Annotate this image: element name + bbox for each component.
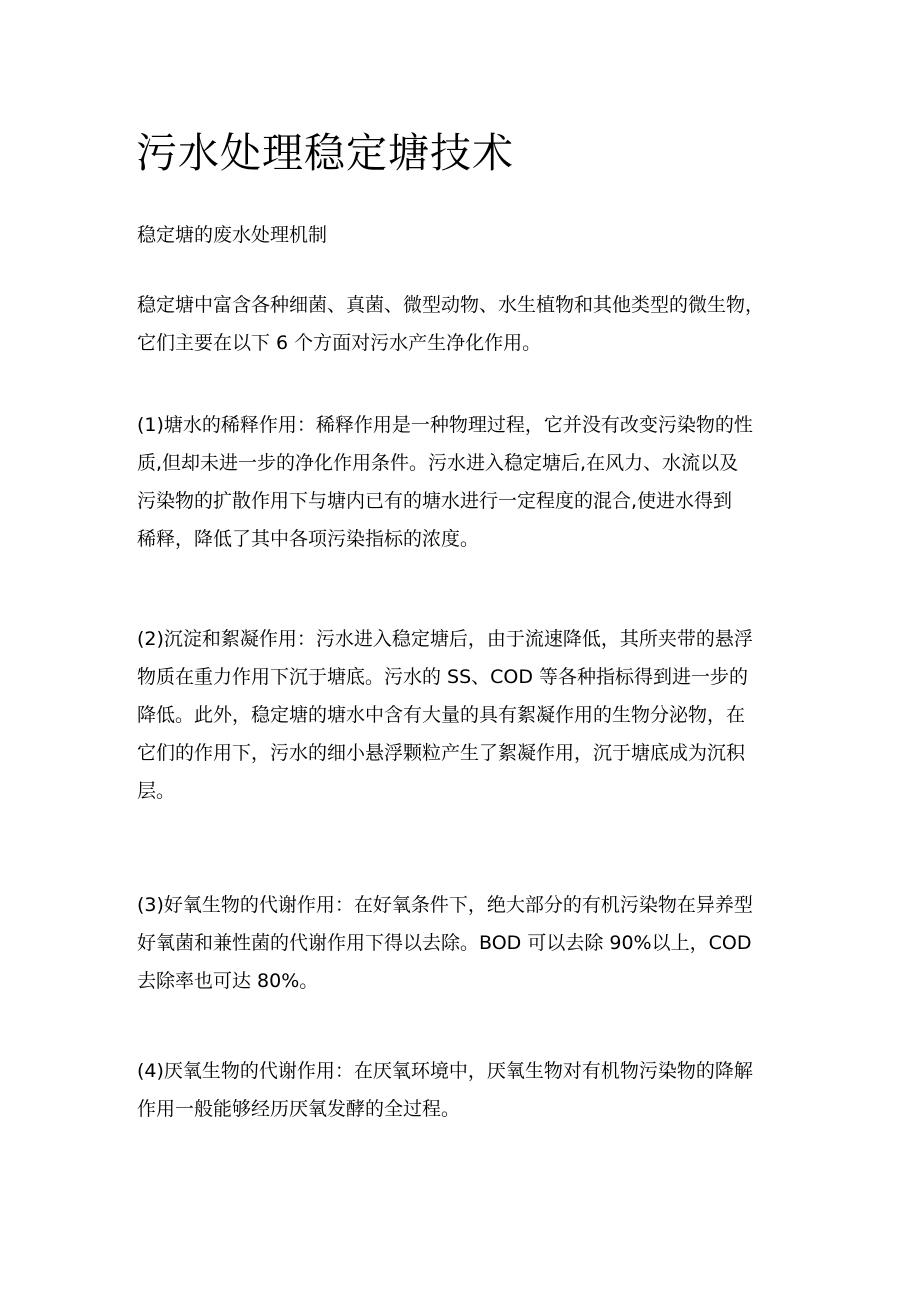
paragraph-line: 污染物的扩散作用下与塘内已有的塘水进行一定程度的混合,使进水得到 <box>137 490 733 512</box>
sedimentation-paragraph <box>137 620 753 810</box>
paragraph-line: 去除率也可达 80%。 <box>137 970 319 992</box>
paragraph-line: 质,但却未进一步的净化作用条件。污水进入稳定塘后,在风力、水流以及 <box>137 452 739 474</box>
paragraph-line: 层。 <box>137 780 176 802</box>
paragraph-line: 作用一般能够经历厌氧发酵的全过程。 <box>137 1098 461 1120</box>
paragraph-line: (1)塘水的稀释作用：稀释作用是一种物理过程，它并没有改变污染物的性 <box>137 414 753 436</box>
anaerobic-paragraph <box>137 1052 753 1128</box>
paragraph-line: 降低。此外，稳定塘的塘水中含有大量的具有絮凝作用的生物分泌物，在 <box>137 704 746 726</box>
paragraph-line: 它们的作用下，污水的细小悬浮颗粒产生了絮凝作用，沉于塘底成为沉积 <box>137 742 746 764</box>
paragraph-line: 它们主要在以下 6 个方面对污水产生净化作用。 <box>137 332 542 354</box>
paragraph-line: 好氧菌和兼性菌的代谢作用下得以去除。BOD 可以去除 90%以上，COD <box>137 932 752 954</box>
paragraph-line: (2)沉淀和絮凝作用：污水进入稳定塘后，由于流速降低，其所夹带的悬浮 <box>137 628 753 650</box>
aerobic-paragraph <box>137 886 753 1000</box>
document-title: 污水处理稳定塘技术 <box>136 129 514 177</box>
dilution-paragraph <box>137 406 753 558</box>
section-heading: 稳定塘的废水处理机制 <box>137 224 328 246</box>
paragraph-line: 物质在重力作用下沉于塘底。污水的 SS、COD 等各种指标得到进一步的 <box>137 666 749 688</box>
paragraph-line: (3)好氧生物的代谢作用：在好氧条件下，绝大部分的有机污染物在异养型 <box>137 894 753 916</box>
intro-paragraph <box>137 286 764 362</box>
paragraph-line: 稀释，降低了其中各项污染指标的浓度。 <box>137 528 480 550</box>
paragraph-line: 稳定塘中富含各种细菌、真菌、微型动物、水生植物和其他类型的微生物， <box>137 294 765 316</box>
paragraph-line: (4)厌氧生物的代谢作用：在厌氧环境中，厌氧生物对有机物污染物的降解 <box>137 1060 753 1082</box>
